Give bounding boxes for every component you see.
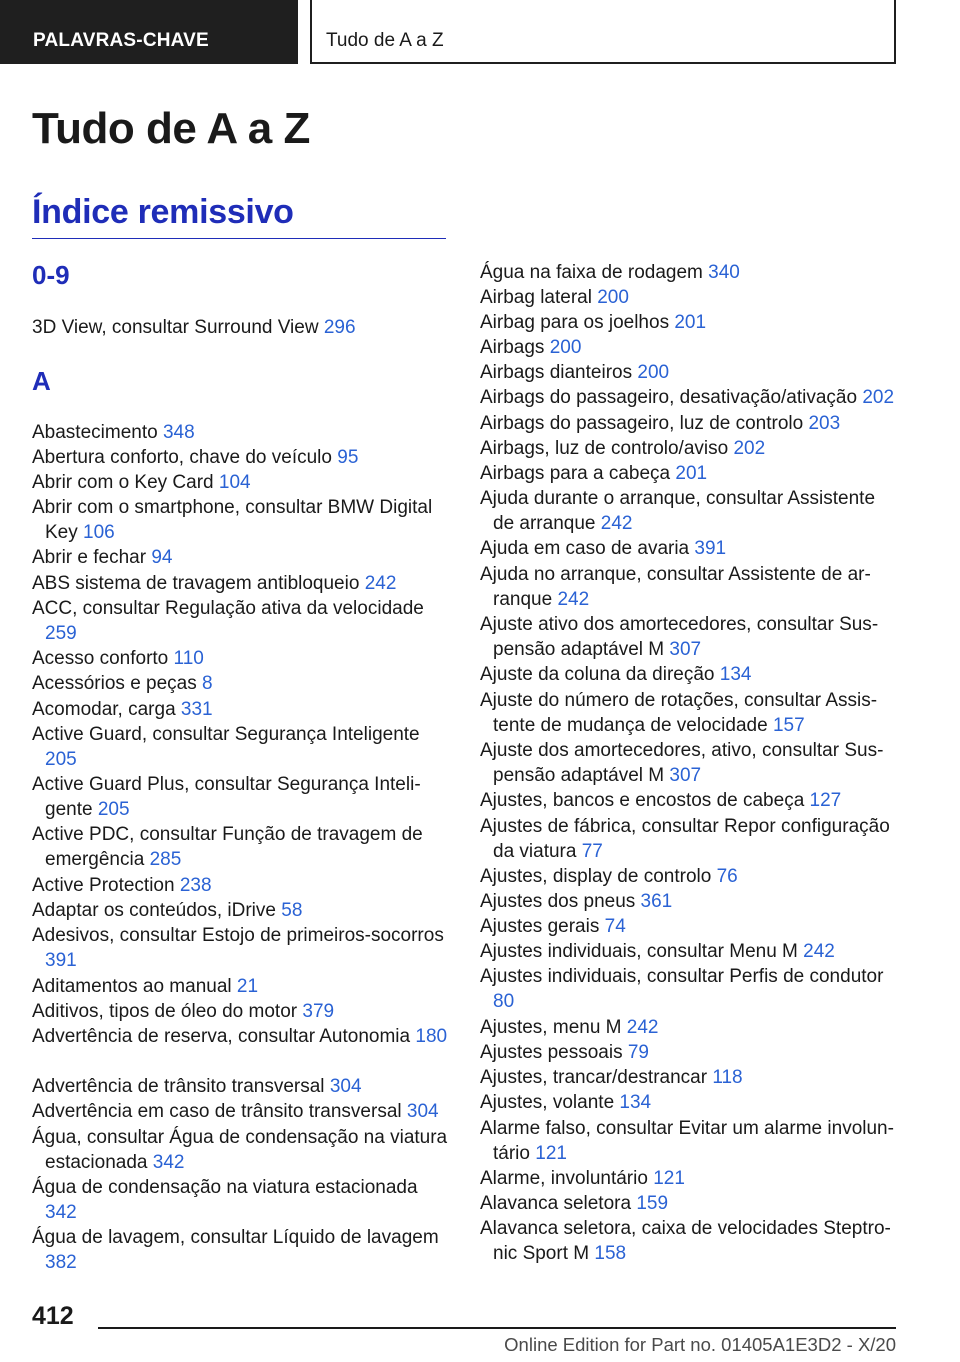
index-entry-text: Active Guard, consultar Segurança Inteligente [32, 724, 420, 745]
index-entry-text: Acesso conforto [32, 648, 169, 669]
index-entry-text: Adesivos, consultar Estojo de primeiros-socorros [32, 925, 444, 946]
index-entry-text: Active PDC, consultar Função de travagem de emergência [32, 824, 423, 871]
index-entry [480, 411, 896, 436]
index-entry-text: ACC, consultar Regulação ativa da velocidade [32, 598, 424, 619]
index-entry-page-link[interactable]: 391 [694, 538, 727, 559]
index-entry [32, 999, 448, 1024]
index-entry-text: Alavanca seletora, caixa de velocidades Steptronic Sport M [480, 1218, 891, 1265]
index-entry-page-link[interactable]: 205 [97, 799, 130, 821]
index-entry [480, 360, 896, 385]
page-number: 412 [32, 1302, 74, 1330]
index-entry-page-link[interactable]: 58 [281, 900, 303, 921]
index-entry [32, 646, 448, 671]
index-entry-text: Acomodar, carga [32, 699, 176, 720]
index-entry [32, 722, 448, 772]
index-entry [480, 1065, 896, 1090]
index-entry-text: Airbags, luz de controlo/aviso [480, 438, 729, 459]
index-entry [480, 461, 896, 486]
index-entry-text: Ajustes pessoais [480, 1042, 623, 1063]
index-entry [480, 335, 896, 360]
index-entry-text: Abrir com o smartphone, consultar BMW Digital Key [32, 497, 433, 544]
index-entry-page-link[interactable]: 200 [597, 287, 629, 308]
index-entry-page-link[interactable]: 348 [162, 422, 195, 443]
page-title: Tudo de A a Z [32, 104, 310, 153]
index-entry [480, 486, 896, 536]
index-entry [480, 1166, 896, 1191]
group-heading-0-9: 0-9 [32, 260, 70, 290]
index-entry-text: Ajustes, bancos e encostos de cabeça [480, 790, 805, 811]
index-entry-page-link[interactable]: 104 [218, 472, 251, 493]
index-entry-page-link[interactable]: 95 [337, 447, 359, 468]
index-entry [480, 536, 896, 561]
index-entry-page-link[interactable]: 342 [45, 1202, 77, 1224]
index-entry-text: Ajuda durante o arranque, consultar Assistente de arranque [480, 488, 876, 535]
index-entry-page-link[interactable]: 242 [364, 573, 397, 594]
index-entry-page-link[interactable]: 242 [557, 589, 590, 611]
index-entry-text: Ajuste dos amortecedores, ativo, consultar Suspensão adaptável M [480, 740, 884, 787]
index-entry [480, 260, 896, 285]
index-entry-text: Ajuste do número de rotações, consultar Assistente de mudança de velocidade [480, 690, 878, 737]
index-entry-page-link[interactable]: 202 [862, 387, 895, 408]
index-entry-page-link[interactable]: 201 [675, 463, 708, 484]
index-entry-text: Ajuda em caso de avaria [480, 538, 690, 559]
index-entry-page-link[interactable]: 94 [151, 547, 173, 568]
index-entry-page-link[interactable]: 238 [179, 875, 212, 896]
index-entry [480, 1015, 896, 1040]
index-entry-page-link[interactable]: 203 [808, 413, 841, 434]
index-entry-text: Ajustes individuais, consultar Menu M [480, 941, 798, 962]
index-entry [32, 772, 448, 822]
index-entry [32, 923, 448, 973]
index-entry [480, 889, 896, 914]
index-entry-page-link[interactable]: 159 [636, 1193, 669, 1214]
index-entry [480, 1191, 896, 1216]
index-entry-text: Airbags do passageiro, luz de controlo [480, 413, 804, 434]
index-entry [32, 822, 448, 872]
keywords-tab[interactable]: PALAVRAS-CHAVE [0, 0, 298, 64]
index-entry-text: Ajustes, menu M [480, 1017, 622, 1038]
index-entry-page-link[interactable]: 285 [149, 849, 182, 871]
index-entry [32, 1225, 448, 1275]
index-entry-page-link[interactable]: 80 [493, 991, 515, 1013]
index-entry [480, 612, 896, 662]
index-entry-text: Alarme falso, consultar Evitar um alarme involuntário [480, 1118, 894, 1165]
index-entry-text: Active Guard Plus, consultar Segurança Inteligente [32, 774, 421, 821]
index-entry [480, 914, 896, 939]
index-entry-page-link[interactable]: 307 [669, 765, 702, 787]
index-entry-page-link[interactable]: 121 [535, 1143, 567, 1165]
index-entry [32, 495, 448, 545]
index-entry-page-link[interactable]: 259 [45, 623, 77, 645]
index-entry [480, 864, 896, 889]
index-entry [32, 1024, 448, 1049]
index-entry [480, 385, 896, 410]
index-entry [32, 315, 448, 340]
index-entry-text: Alarme, involuntário [480, 1168, 648, 1189]
index-entry-text: Ajuste ativo dos amortecedores, consultar Suspensão adaptável M [480, 614, 879, 661]
index-entry-page-link[interactable]: 121 [653, 1168, 685, 1189]
index-entry [480, 1090, 896, 1115]
index-entry-page-link[interactable]: 106 [83, 522, 115, 544]
index-entry-text: Adaptar os conteúdos, iDrive [32, 900, 276, 921]
index-entry [32, 1074, 448, 1099]
index-entry-text: Ajuda no arranque, consultar Assistente de arranque [480, 564, 871, 611]
index-entry-page-link[interactable]: 304 [406, 1101, 439, 1122]
index-entry [32, 596, 448, 646]
index-entry-text: Ajustes individuais, consultar Perfis de condutor [480, 966, 884, 987]
index-entry-page-link[interactable]: 134 [619, 1092, 652, 1113]
index-entry-page-link[interactable]: 391 [45, 950, 77, 972]
index-entry [32, 445, 448, 470]
index-entry-page-link[interactable]: 307 [669, 639, 702, 661]
index-entry-text: Abastecimento [32, 422, 158, 443]
index-entry [480, 964, 896, 1014]
index-entry-text: Aditamentos ao manual [32, 976, 232, 997]
index-entry-page-link[interactable]: 242 [600, 513, 633, 535]
index-entry [480, 688, 896, 738]
index-entry-text: Alavanca seletora [480, 1193, 632, 1214]
index-entry-text: Água, consultar Água de condensação na viatura estacionada [32, 1127, 448, 1174]
index-entry-page-link[interactable]: 158 [594, 1243, 627, 1265]
footer-edition-text: Online Edition for Part no. 01405A1E3D2 - X/20 [504, 1334, 896, 1355]
index-entry-page-link[interactable]: 242 [626, 1017, 659, 1038]
index-entry [32, 697, 448, 722]
index-entry-text: Ajustes, volante [480, 1092, 615, 1113]
index-entry-text: Airbag para os joelhos [480, 312, 670, 333]
index-entry-text: Água na faixa de rodagem [480, 262, 703, 283]
index-entry [32, 974, 448, 999]
index-entry-text: Acessórios e peças [32, 673, 197, 694]
index-entry [32, 1125, 448, 1175]
index-entry-text: Airbags para a cabeça [480, 463, 671, 484]
index-entry [32, 873, 448, 898]
index-entry-text: Airbag lateral [480, 287, 592, 308]
index-entry [480, 738, 896, 788]
index-entry [32, 571, 448, 596]
index-entry [32, 420, 448, 445]
index-entry-page-link[interactable]: 331 [180, 699, 213, 720]
index-entry-text: Água de lavagem, consultar Líquido de lavagem [32, 1227, 439, 1248]
footer-rule [98, 1327, 896, 1329]
index-entry [480, 788, 896, 813]
index-entry [480, 939, 896, 964]
index-entry-page-link[interactable]: 21 [236, 976, 259, 997]
index-entry [32, 545, 448, 570]
index-entry-page-link[interactable]: 79 [627, 1042, 649, 1063]
index-entry-page-link[interactable]: 74 [604, 916, 626, 937]
index-entry-page-link[interactable]: 202 [733, 438, 766, 459]
index-entry [480, 814, 896, 864]
index-entry-page-link[interactable]: 200 [549, 337, 582, 358]
section-title: Índice remissivo [32, 193, 446, 239]
index-entry-page-link[interactable]: 134 [719, 664, 752, 685]
index-entry [480, 1216, 896, 1266]
index-entry-text: Airbags do passageiro, desativação/ativação [480, 387, 858, 408]
index-entry [480, 310, 896, 335]
index-entry-page-link[interactable]: 242 [803, 941, 835, 962]
index-entry-page-link[interactable]: 110 [173, 648, 204, 669]
index-entry-text: Ajustes de fábrica, consultar Repor configuração da viatura [480, 816, 890, 863]
index-entry [32, 671, 448, 696]
index-entry-page-link[interactable]: 304 [329, 1076, 362, 1097]
index-entry-page-link[interactable]: 180 [415, 1026, 448, 1047]
index-entry-page-link[interactable]: 361 [640, 891, 673, 912]
index-entry-text: ABS sistema de travagem antibloqueio [32, 573, 360, 594]
index-entry-text: Abrir com o Key Card [32, 472, 214, 493]
index-entry-text: Aditivos, tipos de óleo do motor [32, 1001, 298, 1022]
index-entry-page-link[interactable]: 382 [45, 1252, 77, 1274]
index-entry [32, 898, 448, 923]
index-entry-text: Abertura conforto, chave do veículo [32, 447, 332, 468]
index-entry-page-link[interactable]: 340 [708, 262, 740, 283]
index-entry-text: 3D View, consultar Surround View [32, 317, 319, 338]
index-entry-text: Ajuste da coluna da direção [480, 664, 715, 685]
index-entry-page-link[interactable]: 379 [302, 1001, 335, 1022]
index-entry-text: Ajustes, display de controlo [480, 866, 712, 887]
index-entry-page-link[interactable]: 157 [772, 715, 805, 737]
index-entry-page-link[interactable]: 205 [45, 749, 77, 771]
index-entry [480, 436, 896, 461]
index-entry-page-link[interactable]: 118 [712, 1067, 743, 1088]
index-entry-text: Ajustes dos pneus [480, 891, 636, 912]
index-entry-page-link[interactable]: 76 [716, 866, 738, 887]
index-entry-page-link[interactable]: 201 [674, 312, 707, 333]
index-entry [32, 470, 448, 495]
index-entry [480, 562, 896, 612]
index-entry [480, 662, 896, 687]
index-entry-page-link[interactable]: 296 [323, 317, 356, 338]
index-entry-page-link[interactable]: 127 [809, 790, 842, 811]
index-entry-text: Active Protection [32, 875, 175, 896]
index-entry-text: Advertência de reserva, consultar Autonomia [32, 1026, 411, 1047]
index-entry-text: Advertência de trânsito transversal [32, 1076, 325, 1097]
index-entry-page-link[interactable]: 77 [581, 841, 603, 863]
index-entry [480, 285, 896, 310]
index-entry-text: Advertência em caso de trânsito transversal [32, 1101, 402, 1122]
index-entry-text: Airbags [480, 337, 545, 358]
index-entry-text: Ajustes gerais [480, 916, 600, 937]
index-entry [32, 1175, 448, 1225]
index-entry-text: Ajustes, trancar/destrancar [480, 1067, 708, 1088]
group-heading-a: A [32, 366, 51, 396]
index-entry [480, 1040, 896, 1065]
index-entry-page-link[interactable]: 200 [637, 362, 670, 383]
index-entry-page-link[interactable]: 8 [202, 673, 213, 694]
index-entry [480, 1116, 896, 1166]
index-entry [32, 1099, 448, 1124]
index-entry-text: Abrir e fechar [32, 547, 147, 568]
index-entry-text: Airbags dianteiros [480, 362, 633, 383]
index-entry-text: Água de condensação na viatura estacionada [32, 1177, 418, 1198]
section-header: Tudo de A a Z [310, 0, 896, 64]
index-entry-page-link[interactable]: 342 [152, 1152, 185, 1174]
